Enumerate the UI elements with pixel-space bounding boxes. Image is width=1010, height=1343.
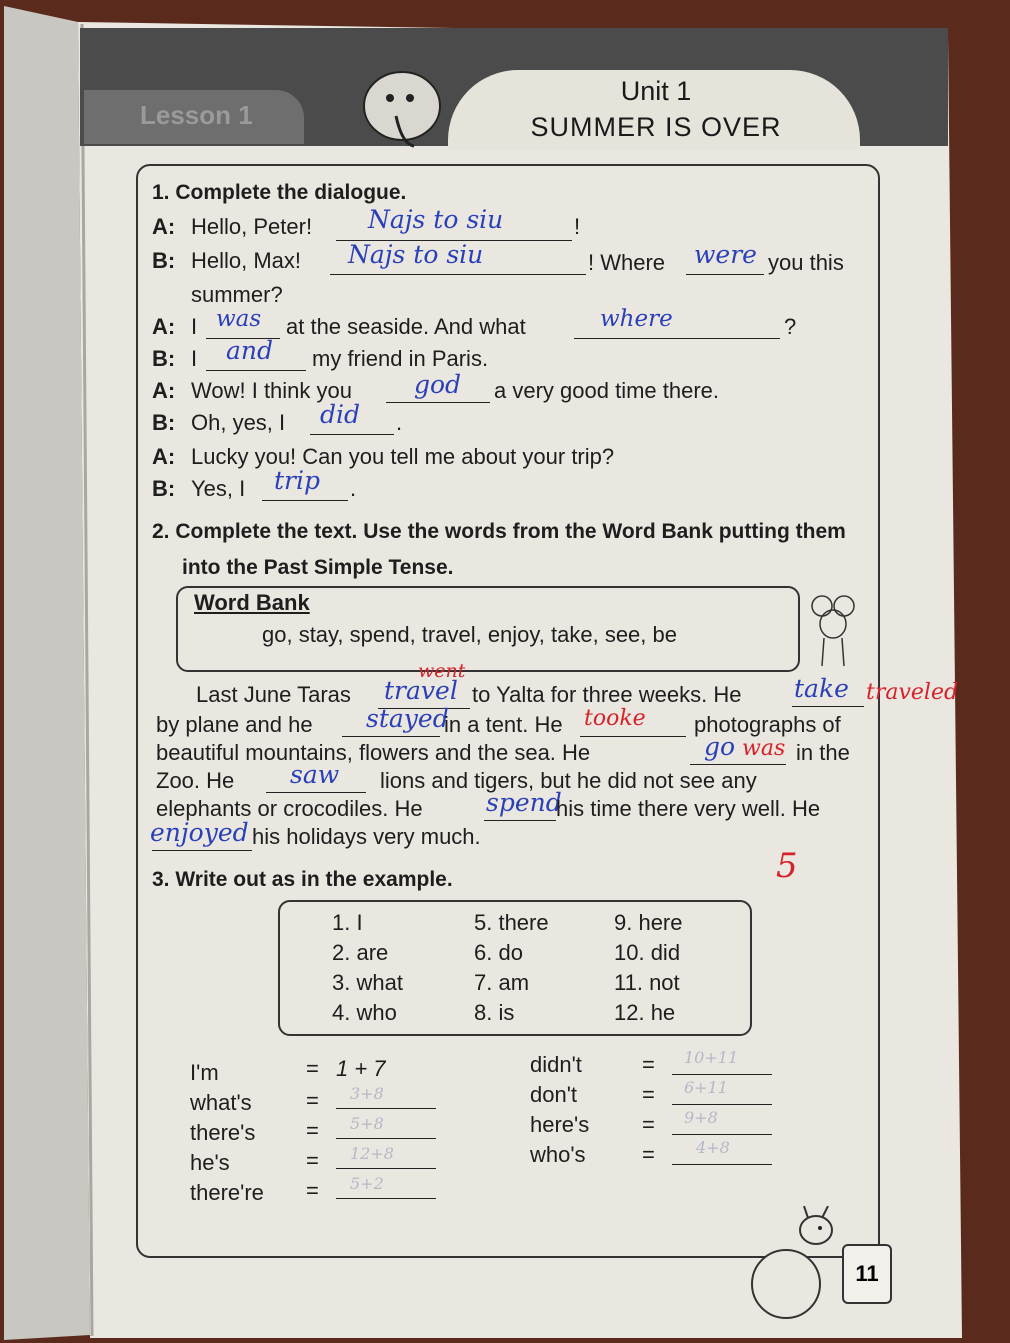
dialogue-text: Hello, Max!: [191, 248, 302, 273]
bank-item: 8. is: [474, 1000, 515, 1025]
contraction-word: don't: [530, 1082, 578, 1107]
kangaroo-illustration: [738, 1206, 848, 1326]
contraction-word: what's: [190, 1090, 252, 1115]
handwritten-answer: go: [704, 732, 736, 761]
equals-sign: =: [306, 1148, 319, 1173]
speaker-label: B:: [152, 248, 176, 273]
text-line: in a tent. He: [444, 712, 563, 737]
answer-blank: [672, 1074, 772, 1075]
dialogue-text: I: [191, 314, 198, 339]
answer-blank: [386, 402, 490, 403]
teacher-correction: was: [742, 736, 786, 761]
handwritten-answer: Najs to siu: [368, 205, 504, 234]
equals-sign: =: [306, 1056, 319, 1081]
example-answer: 1 + 7: [336, 1056, 386, 1081]
teacher-correction: went: [418, 660, 466, 682]
ex2-heading-cont: into the Past Simple Tense.: [182, 556, 454, 579]
answer-blank: [672, 1164, 772, 1165]
text-line: lions and tigers, but he did not see any: [380, 768, 757, 793]
handwritten-answer: was: [216, 306, 262, 332]
text-line: Zoo. He: [156, 768, 235, 793]
text-line: Last June Taras: [196, 682, 351, 707]
speaker-label: A:: [152, 378, 176, 403]
equals-sign: =: [306, 1118, 319, 1143]
contraction-word: here's: [530, 1112, 590, 1137]
word-bank-title: Word Bank: [194, 590, 310, 615]
bank-item: 7. am: [474, 970, 530, 995]
speaker-label: A:: [152, 314, 176, 339]
answer-blank: [310, 434, 394, 435]
contraction-word: I'm: [190, 1060, 219, 1085]
bank-item: 5. there: [474, 910, 549, 935]
pencil-answer: 3+8: [350, 1084, 384, 1103]
text-line: his time there very well. He: [556, 796, 821, 821]
handwritten-answer: enjoyed: [150, 818, 249, 847]
answer-blank: [330, 274, 586, 275]
answer-blank: [206, 370, 306, 371]
ex1-heading: 1. Complete the dialogue.: [152, 181, 407, 204]
dialogue-text: a very good time there.: [494, 378, 720, 403]
pencil-answer: 4+8: [696, 1138, 730, 1157]
pencil-answer: 6+11: [684, 1078, 728, 1097]
dialogue-text: summer?: [191, 282, 283, 307]
pencil-answer: 12+8: [350, 1144, 394, 1163]
handwritten-answer: did: [320, 400, 361, 429]
bank-item: 2. are: [332, 940, 389, 965]
handwritten-answer: trip: [274, 466, 320, 495]
teacher-grade: 5: [776, 846, 798, 886]
equals-sign: =: [306, 1178, 319, 1203]
bank-item: 1. I: [332, 910, 363, 935]
answer-blank: [342, 736, 440, 737]
contraction-word: he's: [190, 1150, 230, 1175]
contraction-word: who's: [530, 1142, 586, 1167]
answer-blank: [336, 1138, 436, 1139]
equals-sign: =: [642, 1052, 655, 1077]
word-bank-words: go, stay, spend, travel, enjoy, take, see, be: [262, 622, 677, 647]
answer-blank: [792, 706, 864, 707]
contraction-word: didn't: [530, 1052, 582, 1077]
text-line: photographs of: [694, 712, 841, 737]
unit-title: SUMMER IS OVER: [530, 112, 782, 142]
answer-blank: [484, 820, 556, 821]
speaker-label: A:: [152, 444, 176, 469]
text-line: in the: [796, 740, 850, 765]
handwritten-answer: and: [226, 336, 274, 365]
teacher-correction: traveled: [866, 680, 959, 705]
bank-item: 11. not: [614, 970, 680, 995]
text-line: by plane and he: [156, 712, 313, 737]
handwritten-answer: Najs to siu: [348, 240, 484, 269]
contraction-word: there's: [190, 1120, 256, 1145]
dialogue-text: Wow! I think you: [191, 378, 352, 403]
lesson-label: Lesson 1: [140, 100, 253, 130]
dialogue-text: Oh, yes, I: [191, 410, 286, 435]
pencil-answer: 10+11: [684, 1048, 739, 1067]
handwritten-answer: take: [794, 674, 849, 703]
dialogue-text: Hello, Peter!: [191, 214, 313, 239]
pencil-answer: 5+8: [350, 1114, 384, 1133]
handwritten-answer: god: [414, 370, 462, 399]
speaker-label: B:: [152, 476, 176, 501]
speaker-label: B:: [152, 346, 176, 371]
bank-item: 12. he: [614, 1000, 676, 1025]
answer-blank: [336, 1108, 436, 1109]
unit-number: Unit 1: [620, 76, 692, 106]
bank-item: 10. did: [614, 940, 681, 965]
dialogue-text: at the seaside. And what: [286, 314, 526, 339]
equals-sign: =: [642, 1112, 655, 1137]
bank-item: 3. what: [332, 970, 403, 995]
dialogue-text: Lucky you! Can you tell me about your trip?: [191, 444, 615, 469]
answer-blank: [580, 736, 686, 737]
answer-blank: [152, 850, 252, 851]
answer-blank: [672, 1104, 772, 1105]
handwritten-answer: tooke: [584, 706, 646, 731]
dialogue-text: ! Where: [588, 250, 666, 275]
handwritten-answer: travel: [384, 676, 458, 705]
equals-sign: =: [642, 1082, 655, 1107]
bank-item: 6. do: [474, 940, 523, 965]
mouse-illustration: [804, 592, 862, 670]
handwritten-answer: saw: [290, 760, 340, 789]
dialogue-text: Yes, I: [191, 476, 246, 501]
dialogue-text: .: [350, 476, 357, 501]
text-line: elephants or crocodiles. He: [156, 796, 423, 821]
dialogue-text: .: [396, 410, 403, 435]
contraction-word: there're: [190, 1180, 264, 1205]
dialogue-text: ?: [784, 314, 797, 339]
handwritten-answer: were: [694, 240, 757, 269]
speaker-label: B:: [152, 410, 176, 435]
answer-blank: [574, 338, 780, 339]
pencil-answer: 5+2: [350, 1174, 384, 1193]
bank-item: 9. here: [614, 910, 683, 935]
handwritten-answer: where: [600, 306, 673, 332]
dialogue-text: !: [574, 214, 581, 239]
text-line: beautiful mountains, flowers and the sea. He: [156, 740, 591, 765]
handwritten-answer: stayed: [366, 704, 449, 733]
dialogue-text: my friend in Paris.: [312, 346, 489, 371]
answer-blank: [690, 764, 786, 765]
equals-sign: =: [642, 1142, 655, 1167]
elephant-illustration: [352, 58, 452, 154]
ex2-heading: 2. Complete the text. Use the words from the Word Bank putting them: [152, 520, 846, 543]
text-line: his holidays very much.: [252, 824, 481, 849]
bank-item: 4. who: [332, 1000, 397, 1025]
pencil-answer: 9+8: [684, 1108, 718, 1127]
handwritten-answer: spend: [486, 788, 562, 817]
answer-blank: [266, 792, 366, 793]
answer-blank: [686, 274, 764, 275]
answer-blank: [672, 1134, 772, 1135]
text-line: to Yalta for three weeks. He: [472, 682, 742, 707]
answer-blank: [262, 500, 348, 501]
dialogue-text: I: [191, 346, 198, 371]
equals-sign: =: [306, 1088, 319, 1113]
dialogue-text: you this: [768, 250, 844, 275]
speaker-label: A:: [152, 214, 176, 239]
page-number: 11: [842, 1244, 892, 1304]
answer-blank: [336, 1168, 436, 1169]
ex3-heading: 3. Write out as in the example.: [152, 868, 453, 891]
answer-blank: [336, 1198, 436, 1199]
